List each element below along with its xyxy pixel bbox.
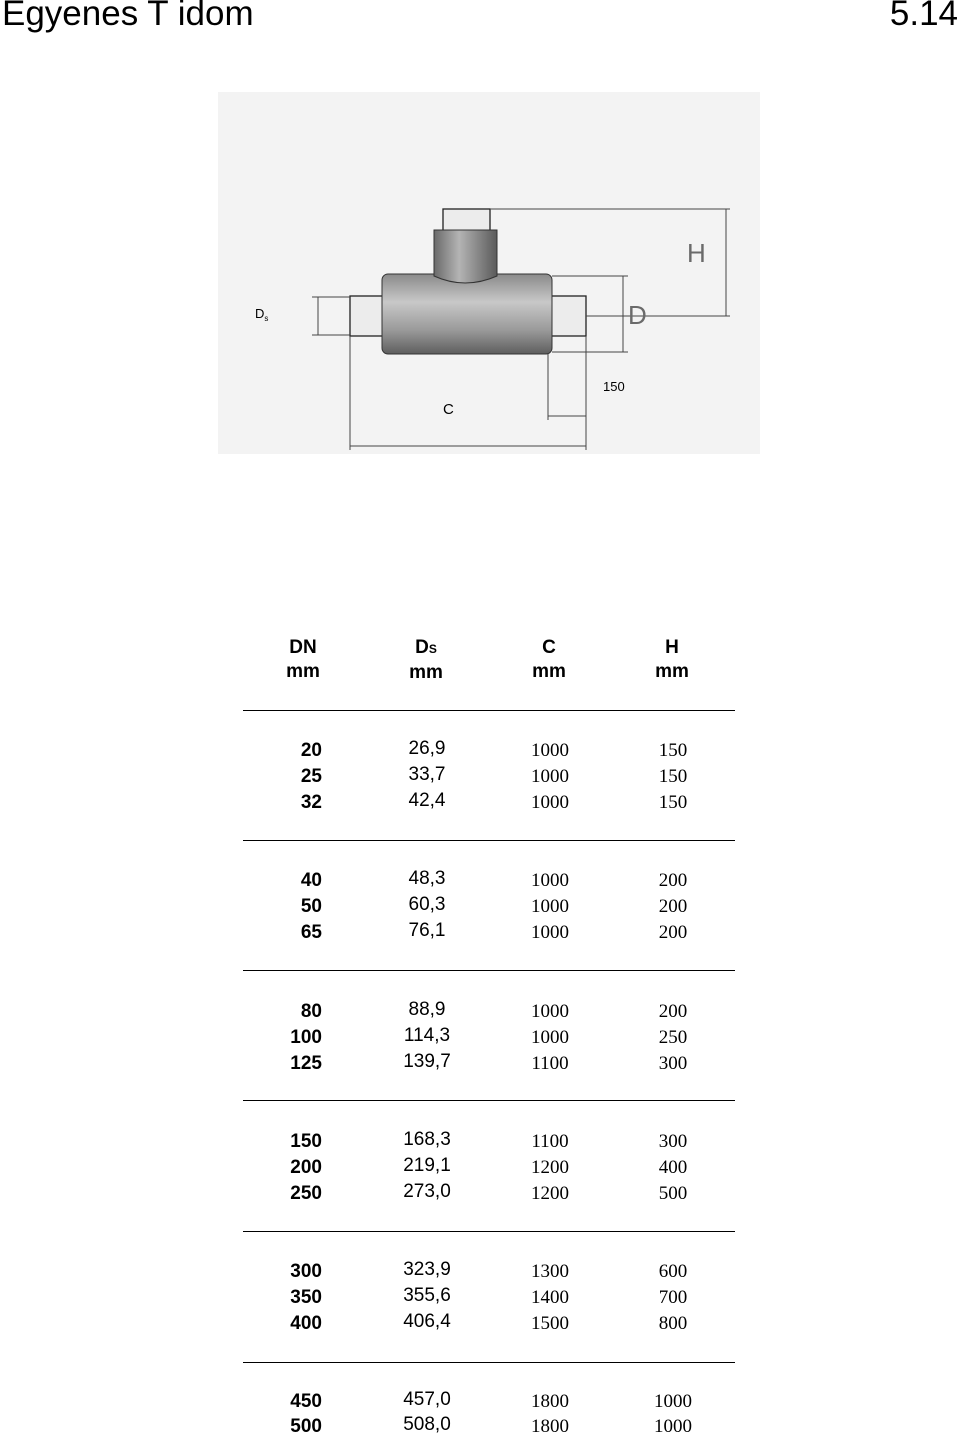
table-cell-ds: 139,7 — [403, 1051, 451, 1072]
table-cell-c: 1000 — [531, 1027, 569, 1048]
table-cell-c: 1000 — [531, 792, 569, 813]
table-rule — [243, 840, 735, 841]
dimension-150-label: 150 — [603, 379, 625, 394]
table-cell-c: 1800 — [531, 1391, 569, 1412]
table-cell-c: 1300 — [531, 1261, 569, 1282]
table-cell-c: 1100 — [531, 1131, 569, 1152]
table-cell-c: 1400 — [531, 1287, 569, 1308]
header-dn: DN mm — [286, 637, 320, 682]
table-cell-ds: 355,6 — [403, 1285, 451, 1306]
table-cell-ds: 26,9 — [408, 738, 446, 759]
table-cell-dn: 100 — [290, 1027, 322, 1048]
table-cell-dn: 125 — [290, 1053, 322, 1074]
h-label: H — [687, 238, 706, 268]
page-title: Egyenes T idom — [2, 0, 254, 33]
table-cell-c: 1000 — [531, 922, 569, 943]
table-cell-ds: 219,1 — [403, 1155, 451, 1176]
table-cell-c: 1200 — [531, 1157, 569, 1178]
table-rule — [243, 710, 735, 711]
table-cell-c: 1000 — [531, 740, 569, 761]
table-cell-ds: 323,9 — [403, 1259, 451, 1280]
table-cell-h: 400 — [658, 1157, 688, 1178]
table-cell-h: 800 — [658, 1313, 688, 1334]
table-cell-h: 500 — [658, 1183, 688, 1204]
table-cell-dn: 300 — [290, 1261, 322, 1282]
table-cell-h: 200 — [658, 922, 688, 943]
table-cell-h: 200 — [658, 870, 688, 891]
table-cell-dn: 32 — [300, 792, 322, 813]
table-rule — [243, 970, 735, 971]
table-cell-h: 250 — [658, 1027, 688, 1048]
header-ds: DS mm — [409, 637, 443, 683]
table-cell-h: 150 — [658, 766, 688, 787]
table-cell-c: 1800 — [531, 1416, 569, 1437]
table-cell-ds: 114,3 — [403, 1025, 451, 1046]
table-cell-h: 600 — [658, 1261, 688, 1282]
table-cell-c: 1200 — [531, 1183, 569, 1204]
table-cell-ds: 406,4 — [403, 1311, 451, 1332]
table-cell-dn: 450 — [290, 1391, 322, 1412]
table-cell-dn: 400 — [290, 1313, 322, 1334]
table-cell-dn: 25 — [300, 766, 322, 787]
table-cell-ds: 42,4 — [408, 790, 446, 811]
c-label: C — [443, 401, 454, 418]
table-cell-h: 300 — [658, 1131, 688, 1152]
table-cell-c: 1000 — [531, 870, 569, 891]
table-cell-h: 1000 — [654, 1391, 692, 1412]
table-rule — [243, 1362, 735, 1363]
table-cell-ds: 48,3 — [408, 868, 446, 889]
table-rule — [243, 1231, 735, 1232]
table-cell-ds: 60,3 — [408, 894, 446, 915]
table-cell-h: 300 — [658, 1053, 688, 1074]
table-cell-dn: 50 — [300, 896, 322, 917]
table-cell-h: 1000 — [654, 1416, 692, 1437]
table-cell-dn: 80 — [300, 1001, 322, 1022]
table-cell-h: 200 — [658, 896, 688, 917]
table-rule — [243, 1100, 735, 1101]
table-cell-dn: 150 — [290, 1131, 322, 1152]
table-cell-h: 200 — [658, 1001, 688, 1022]
table-cell-h: 150 — [658, 792, 688, 813]
table-cell-dn: 65 — [300, 922, 322, 943]
table-cell-dn: 40 — [300, 870, 322, 891]
table-cell-dn: 250 — [290, 1183, 322, 1204]
d-label: D — [628, 300, 647, 330]
table-cell-ds: 88,9 — [408, 999, 446, 1020]
table-cell-dn: 500 — [290, 1416, 322, 1437]
table-cell-ds: 508,0 — [403, 1414, 451, 1435]
table-cell-ds: 168,3 — [403, 1129, 451, 1150]
table-cell-c: 1000 — [531, 896, 569, 917]
header-c: C mm — [532, 637, 566, 682]
table-cell-ds: 273,0 — [403, 1181, 451, 1202]
table-cell-c: 1100 — [531, 1053, 569, 1074]
table-cell-h: 700 — [658, 1287, 688, 1308]
table-cell-c: 1000 — [531, 766, 569, 787]
table-cell-ds: 33,7 — [408, 764, 446, 785]
table-cell-ds: 457,0 — [403, 1389, 451, 1410]
ds-label: $D_s$ — [255, 306, 269, 323]
table-cell-c: 1500 — [531, 1313, 569, 1334]
header-h: H mm — [655, 637, 689, 682]
table-cell-dn: 200 — [290, 1157, 322, 1178]
table-cell-h: 150 — [658, 740, 688, 761]
table-cell-dn: 350 — [290, 1287, 322, 1308]
page-number: 5.14 — [889, 0, 958, 33]
table-cell-dn: 20 — [300, 740, 322, 761]
table-cell-ds: 76,1 — [408, 920, 446, 941]
table-cell-c: 1000 — [531, 1001, 569, 1022]
